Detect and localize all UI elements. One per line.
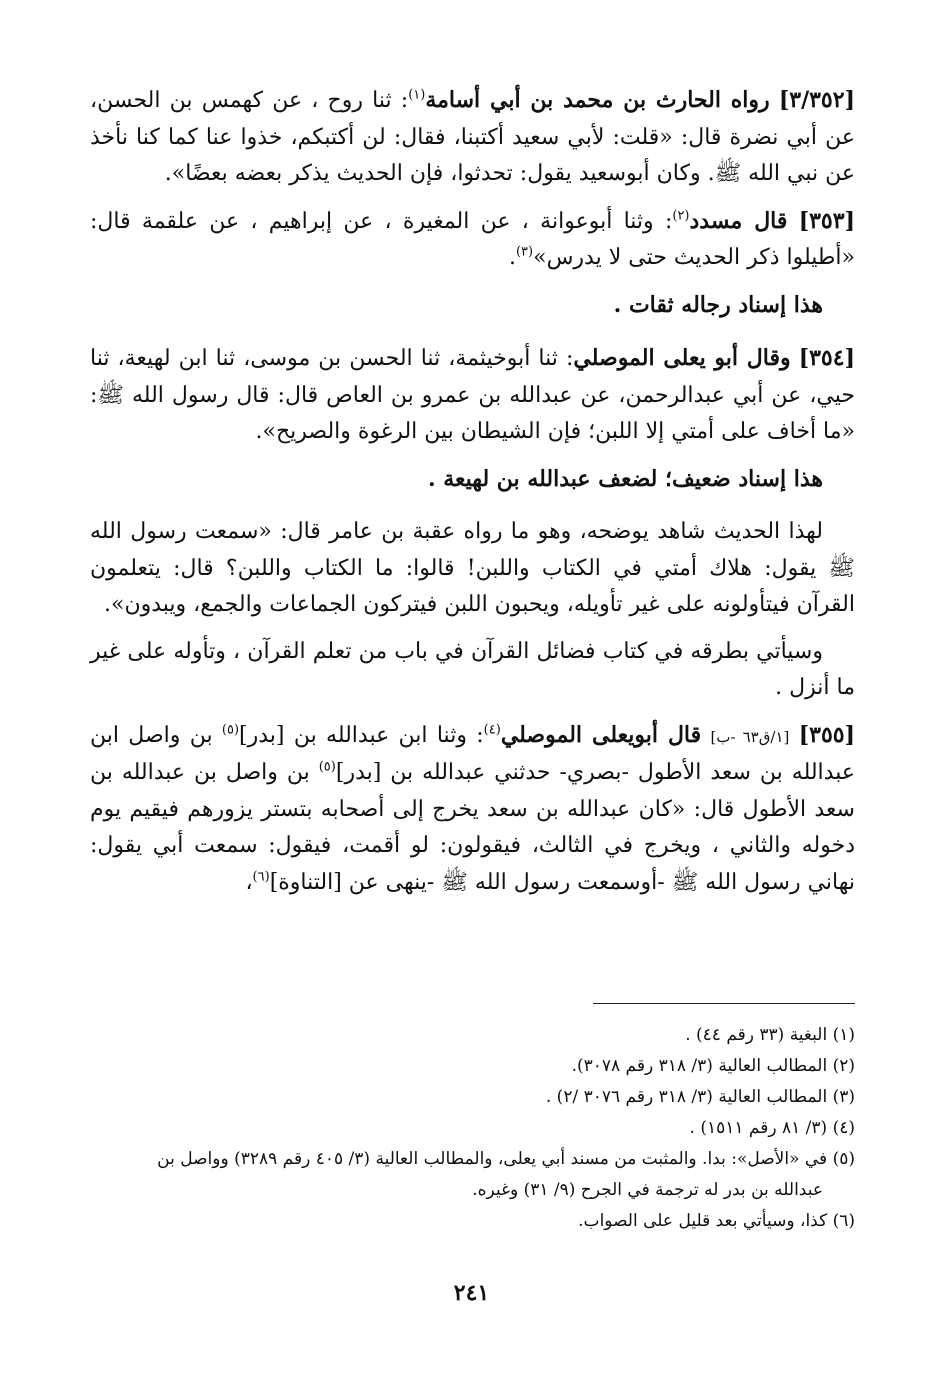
footnote-ref[interactable]: (١): [408, 87, 426, 103]
hadith-text: : وثنا أبوعوانة ، عن المغيرة ، عن إبراهيم ، عن علقمة قال: «أطيلوا ذكر الحديث حتى لا يدرس»: [90, 208, 855, 270]
hadith-text: بن واصل بن عبدالله بن سعد الأطول قال: «كان عبدالله بن سعد يخرج إلى أصحابه بتستر يزورهم فيقيم يوم دخوله والثاني ، ويخرج في الثالث، فيقولون: لو أقمت، فيقول: سمعت أبي يقول: نهاني رسول الله ﷺ -أوسمعت رسول الله ﷺ -ينهى عن [التناوة]: [90, 760, 855, 895]
footnote-4: (٤) (٣/ ٨١ رقم ١٥١١) .: [689, 1118, 855, 1138]
witness-paragraph: لهذا الحديث شاهد يوضحه، وهو ما رواه عقبة بن عامر قال: «سمعت رسول الله ﷺ يقول: هلاك أمتي في الكتاب واللبن! قالوا: ما الكتاب واللبن؟ قال: يتعلمون القرآن فيتأولونه على غير تأويله، ويحبون اللبن فيتركون الجماعات والجمع، ويبدون».: [90, 519, 855, 617]
footnote-5-continuation: عبدالله بن بدر له ترجمة في الجرح (٩/ ٣١) وغيره.: [472, 1180, 823, 1200]
narrator-heading: رواه الحارث بن محمد بن أبي أسامة: [425, 87, 770, 113]
footnote-separator: [593, 1003, 855, 1004]
footnote-1: (١) البغية (٣٣ رقم ٤٤) .: [685, 1025, 855, 1045]
hadith-text: بن واصل ابن عبدالله بن سعد الأطول -بصري- حدثني عبدالله بن [بدر]: [90, 722, 855, 785]
footnote-2: (٢) المطالب العالية (٣/ ٣١٨ رقم ٣٠٧٨).: [571, 1056, 855, 1076]
footnote-ref[interactable]: (٥): [318, 759, 336, 775]
hadith-text: : ثنا أبوخيثمة، ثنا الحسن بن موسى، ثنا ابن لهيعة، ثنا حيي، عن أبي عبدالرحمن، عن عبدالله بن عمرو بن العاص قال: قال رسول الله ﷺ: «ما أخاف على أمتي إلا اللبن؛ فإن الشيطان بين الرغوة والصريح».: [90, 346, 855, 444]
hadith-tail: ،: [245, 869, 253, 895]
footnote-6: (٦) كذا، وسيأتي بعد قليل على الصواب.: [578, 1211, 855, 1231]
isnad-judgement: هذا إسناد رجاله ثقات .: [613, 291, 823, 318]
footnote-ref[interactable]: (٣): [515, 244, 534, 260]
hadith-353: [90, 203, 855, 277]
footnotes: [90, 1020, 855, 1237]
hadith-text: : ثنا روح ، عن كهمس بن الحسن، عن أبي نضرة قال: «قلت: لأبي سعيد أكتبنا، فقال: لن أكتبكم، خذوا عنا كما كنا نأخذ عن نبي الله ﷺ. وكان أبوسعيد يقول: تحدثوا، فإن الحديث يذكر بعضه بعضًا».: [90, 88, 855, 186]
hadith-text: : وثنا ابن عبدالله بن [بدر]: [239, 722, 484, 748]
manuscript-folio-ref: [١/ق٦٣ -ب]: [710, 727, 790, 746]
isnad-note-353: [90, 287, 855, 325]
cross-reference-paragraph: وسيأتي بطرقه في كتاب فضائل القرآن في باب من تعلم القرآن ، وتأوله على غير ما أنزل .: [90, 638, 855, 700]
hadith-355: [90, 717, 855, 902]
isnad-note-354: [90, 461, 855, 499]
hadith-354: [90, 340, 855, 451]
hadith-number: [٣٥٣]: [798, 207, 855, 234]
hadith-tail: .: [508, 245, 516, 270]
isnad-judgement: هذا إسناد ضعيف؛ لضعف عبدالله بن لهيعة .: [427, 465, 823, 492]
page-number: ٢٤١: [453, 1280, 490, 1306]
hadith-number: [٣٥٤]: [798, 345, 855, 371]
footnote-ref[interactable]: (٢): [672, 208, 690, 224]
narrator-heading: قال مسدد: [689, 207, 788, 234]
footnote-3: (٣) المطالب العالية (٣/ ٣١٨ رقم ٣٠٧٦ /٢) .: [545, 1087, 855, 1107]
hadith-number: [٣/٣٥٢]: [778, 87, 855, 113]
footnote-ref[interactable]: (٤): [483, 722, 501, 738]
narrator-heading: وقال أبو يعلى الموصلي: [573, 345, 791, 371]
footnote-ref[interactable]: (٦): [252, 869, 270, 885]
narrator-heading: قال أبويعلى الموصلي: [500, 721, 702, 748]
footnote-5: (٥) في «الأصل»: بدا. والمثبت من مسند أبي يعلى، والمطالب العالية (٣/ ٤٠٥ رقم ٣٢٨٩) وواصل بن: [157, 1149, 855, 1169]
footnote-ref[interactable]: (٥): [221, 722, 240, 738]
hadith-352: [90, 82, 855, 193]
hadith-number: [٣٥٥]: [798, 721, 855, 748]
